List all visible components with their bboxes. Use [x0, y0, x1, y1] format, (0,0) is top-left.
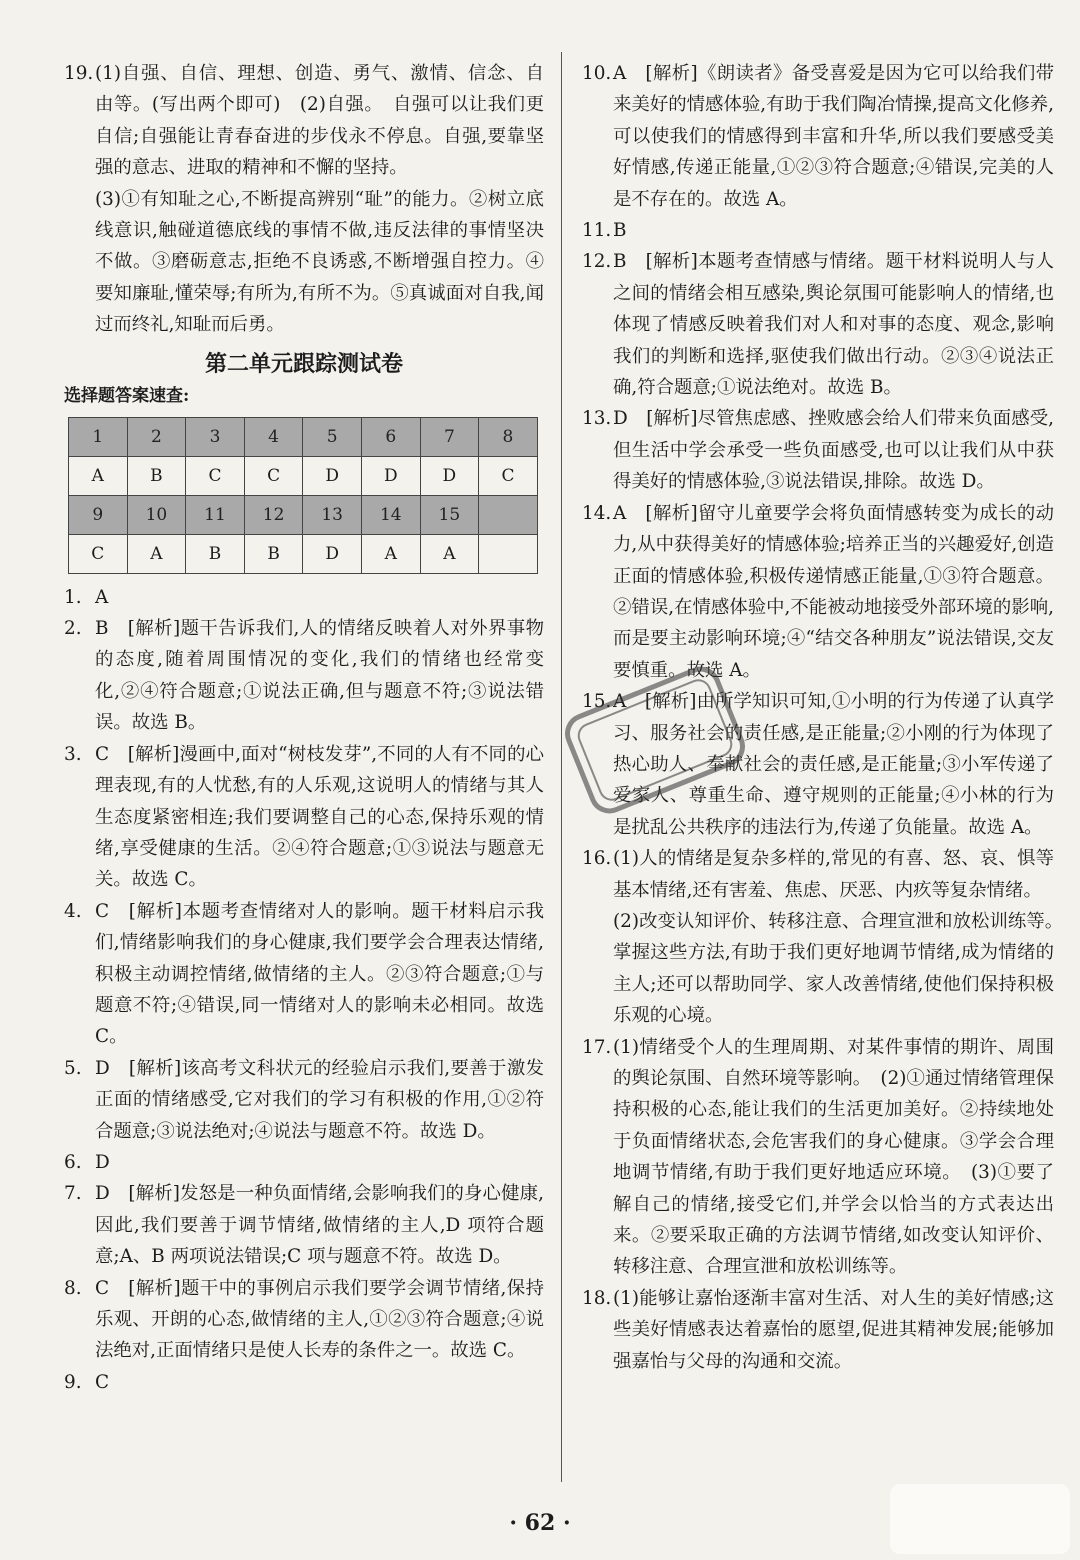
table-cell: 7 [420, 417, 479, 456]
item-text: A [解析]由所学知识可知,①小明的行为传递了认真学习、服务社会的责任感,是正能量;②小刚的行为体现了热心助人、奉献社会的责任感,是正能量;③小军传递了爱家人、尊重生命、遵守规则的正能量;④小林的行为是扰乱公共秩序的违法行为,传递了负能量。故选 A。 [613, 691, 1054, 838]
table-cell: C [479, 456, 538, 495]
unit-title: 第二单元跟踪测试卷 [204, 350, 403, 377]
item-text: B [613, 220, 627, 242]
table-cell: D [303, 456, 362, 495]
table-cell: B [127, 456, 186, 495]
table-cell: B [244, 534, 303, 573]
item-text: A [95, 586, 109, 608]
answer-item-1 [64, 582, 544, 613]
stamp-watermark [545, 650, 765, 830]
answer-item-17 [582, 1032, 1054, 1283]
answer-item-18 [582, 1283, 1054, 1377]
table-row [69, 534, 538, 573]
item-text: B [解析]题干告诉我们,人的情绪反映着人对外界事物的态度,随着周围情况的变化,我们的情绪也经常变化,②④符合题意;①说法正确,但与题意不符;③说法错误。故选 B。 [95, 618, 544, 734]
item-number: 4. [64, 900, 82, 922]
table-cell: 9 [69, 495, 128, 534]
item-text: (1)人的情绪是复杂多样的,常见的有喜、怒、哀、惧等基本情绪,还有害羞、焦虑、厌恶、内疚等复杂情绪。 [613, 848, 1054, 901]
answer-item-12 [582, 246, 1054, 403]
answer-item-13 [582, 403, 1054, 497]
item-number: 18. [582, 1287, 612, 1309]
answer-item-16-part2 [582, 906, 1073, 1032]
item-text: D [95, 1151, 110, 1173]
item-number: 16. [582, 848, 612, 870]
table-cell: 10 [127, 495, 186, 534]
table-cell: C [69, 534, 128, 573]
answer-item-16 [582, 843, 1054, 906]
item-number: 17. [582, 1036, 612, 1058]
item-text: (2)改变认知评价、转移注意、合理宣泄和放松训练等。 掌握这些方法,有助于我们更好地调节情绪,成为情绪的主人;还可以帮助同学、家人改善情绪,使他们保持积极乐观的心境。 [613, 910, 1073, 1027]
answer-item-8 [64, 1273, 544, 1367]
table-cell: 4 [244, 417, 303, 456]
table-cell: D [361, 456, 420, 495]
table-cell: 6 [361, 417, 420, 456]
item-number: 3. [64, 743, 82, 765]
item-number: 13. [582, 408, 612, 430]
item-number: 2. [64, 618, 82, 640]
item-text: A [解析]留守儿童要学会将负面情感转变为成长的动力,从中获得美好的情感体验;培养正当的兴趣爱好,创造正面的情感体验,积极传递情感正能量,①③符合题意。②错误,在情感体验中,不能被动地接受外部环境的影响,而是要主动影响环境;④“结交各种朋友”说法错误,交友要慎重。故选 A。 [613, 502, 1054, 681]
table-cell: A [361, 534, 420, 573]
item-text: (1)自强、自信、理想、创造、勇气、激情、信念、自由等。(写出两个即可) (2)自强。 自强可以让我们更自信;自强能让青春奋进的步伐永不停息。自强,要靠坚强的意志、进取的精神和不懈的坚持。 [95, 63, 544, 179]
item-text: (1)能够让嘉怡逐渐丰富对生活、对人生的美好情感;这些美好情感表达着嘉怡的愿望,促进其精神发展;能够加强嘉怡与父母的沟通和交流。 [613, 1287, 1054, 1372]
answer-item-9 [64, 1367, 544, 1398]
item-text: C [95, 1371, 110, 1393]
answer-item-4 [64, 896, 544, 1053]
item-text: C [解析]漫画中,面对“树枝发芽”,不同的人有不同的心理表现,有的人忧愁,有的人乐观,这说明人的情绪与其人生态度紧密相连;我们要调整自己的心态,保持乐观的情绪,享受健康的生活。②④符合题意;①③说法与题意无关。故选 C。 [95, 743, 544, 891]
item-text: D [解析]尽管焦虑感、挫败感会给人们带来负面感受,但生活中学会承受一些负面感受,也可以让我们从中获得美好的情感体验,③说法错误,排除。故选 D。 [613, 408, 1054, 493]
table-cell: C [244, 456, 303, 495]
item-text: D [解析]发怒是一种负面情绪,会影响我们的身心健康,因此,我们要善于调节情绪,做情绪的主人,D 项符合题意;A、B 两项说法错误;C 项与题意不符。故选 D。 [95, 1183, 544, 1268]
answer-item-2 [64, 613, 544, 739]
item-number: 9. [64, 1371, 82, 1393]
table-cell: 11 [186, 495, 245, 534]
left-column [64, 58, 544, 1398]
answer-item-11 [582, 215, 1054, 246]
table-cell: 14 [361, 495, 420, 534]
table-row [69, 456, 538, 495]
table-header-row [69, 417, 538, 456]
answer-item-5 [64, 1053, 544, 1147]
answer-item-3 [64, 739, 544, 896]
item-number: 8. [64, 1277, 82, 1299]
table-cell: A [127, 534, 186, 573]
item-number: 7. [64, 1183, 82, 1205]
answer-item-19-part3: (3)①有知耻之心,不断提高辨别“耻”的能力。②树立底线意识,触碰道德底线的事情不做,违反法律的事情坚决不做。③磨砺意志,拒绝不良诱惑,不断增强自控力。④要知廉耻,懂荣辱;有所为,有所不为。⑤真诚面对自我,闻过而终礼,知耻而后勇。 [95, 188, 544, 336]
item-number: 19. [64, 63, 94, 84]
answer-item-10 [582, 58, 1054, 215]
item-number: 10. [582, 63, 612, 84]
table-cell: 13 [303, 495, 362, 534]
table-cell: 12 [244, 495, 303, 534]
answer-table-title: 选择题答案速查: [64, 385, 190, 406]
answer-item-7 [64, 1178, 544, 1272]
table-cell: 8 [479, 417, 538, 456]
table-cell: 3 [186, 417, 245, 456]
answer-item-19 [64, 58, 544, 184]
page-number: · 62 · [509, 1510, 571, 1536]
table-cell: 5 [303, 417, 362, 456]
item-number: 1. [64, 586, 82, 608]
table-cell: A [420, 534, 479, 573]
table-cell-empty [479, 495, 538, 534]
item-text: (1)情绪受个人的生理周期、对某件事情的期许、周围的舆论氛围、自然环境等影响。 (2)①通过情绪管理保持积极的心态,能让我们的生活更加美好。②持续地处于负面情绪状态,会危害我们的身心健康。③学会合理地调节情绪,有助于我们更好地适应环境。 (3)①要了解自己的情绪,接受它们,并学会以恰当的方式表达出来。②要采取正确的方法调节情绪,如改变认知评价、转移注意、合理宣泄和放松训练等。 [613, 1036, 1054, 1278]
item-text: B [解析]本题考查情感与情绪。题干材料说明人与人之间的情绪会相互感染,舆论氛围可能影响人的情绪,也体现了情感反映着我们对人和对事的态度、观念,影响我们的判断和选择,驱使我们做出行动。②③④说法正确,符合题意;①说法绝对。故选 B。 [613, 251, 1054, 399]
table-cell: 15 [420, 495, 479, 534]
item-text: C [解析]题干中的事例启示我们要学会调节情绪,保持乐观、开朗的心态,做情绪的主人,①②③符合题意;④说法绝对,正面情绪只是使人长寿的条件之一。故选 C。 [95, 1277, 544, 1362]
table-cell: C [186, 456, 245, 495]
table-cell: A [69, 456, 128, 495]
table-cell: 2 [127, 417, 186, 456]
item-text: D [解析]该高考文科状元的经验启示我们,要善于激发正面的情绪感受,它对我们的学习有积极的作用,①②符合题意;③说法绝对;④说法与题意不符。故选 D。 [95, 1057, 544, 1142]
table-cell: D [303, 534, 362, 573]
table-cell-empty [479, 534, 538, 573]
item-number: 6. [64, 1151, 82, 1173]
answer-table [68, 417, 538, 574]
table-cell: D [420, 456, 479, 495]
answer-item-6 [64, 1147, 544, 1178]
table-header-row [69, 495, 538, 534]
item-number: 11. [582, 220, 612, 242]
item-number: 12. [582, 251, 612, 273]
table-cell: 1 [69, 417, 128, 456]
item-number: 15. [582, 691, 612, 713]
item-text: C [解析]本题考查情绪对人的影响。题干材料启示我们,情绪影响我们的身心健康,我们要学会合理表达情绪,积极主动调控情绪,做情绪的主人。②③符合题意;①与题意不符;④错误,同一情绪对人的影响未必相同。故选 C。 [95, 900, 544, 1048]
item-number: 14. [582, 502, 612, 524]
table-cell: B [186, 534, 245, 573]
item-text: A [解析]《朗读者》备受喜爱是因为它可以给我们带来美好的情感体验,有助于我们陶冶情操,提高文化修养,可以使我们的情感得到丰富和升华,所以我们要感受美好情感,传递正能量,①②③符合题意;④错误,完美的人是不存在的。故选 A。 [613, 63, 1054, 210]
item-number: 5. [64, 1057, 82, 1079]
